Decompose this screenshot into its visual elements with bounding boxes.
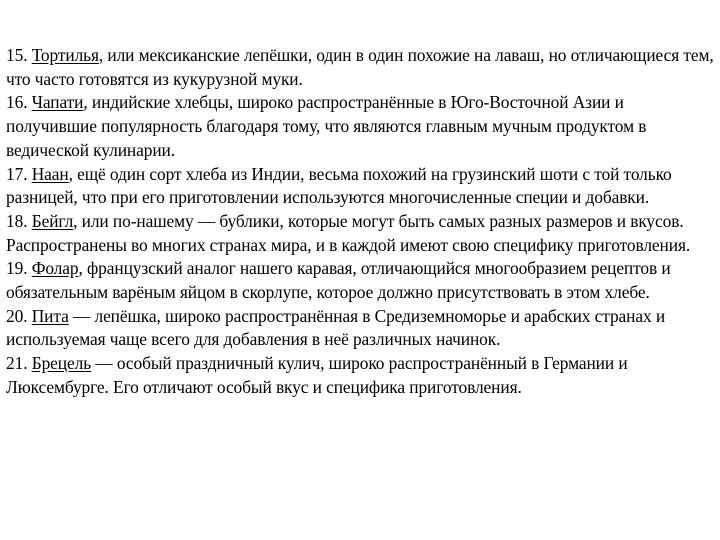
item-term-link[interactable]: Наан (31, 163, 69, 184)
item-term-link[interactable]: Тортилья (31, 45, 99, 65)
item-number: 17. (6, 163, 28, 184)
item-text: , ещё один сорт хлеба из Индии, весьма похожий на грузинский шоти с той только разницей, что при его приготовлении используются многочисленные специи и добавки. (6, 163, 672, 208)
item-term-link[interactable]: Фолар (31, 258, 79, 279)
item-number: 19. (6, 258, 28, 279)
item-term-link[interactable]: Бейгл (31, 210, 74, 231)
list-item-15 (6, 44, 718, 91)
item-text: , или мексиканские лепёшки, один в один похожие на лаваш, но отличающиеся тем, что часто готовятся из кукурузной муки. (6, 45, 714, 89)
item-number: 20. (6, 305, 28, 326)
item-number: 21. (6, 353, 28, 374)
item-text: , французский аналог нашего каравая, отличающийся многообразием рецептов и обязательным варёным яйцом в скорлупе, которое должно присутствовать в этом хлебе. (6, 258, 671, 303)
item-text: — особый праздничный кулич, широко распространённый в Германии и Люксембурге. Его отличают особый вкус и специфика приготовления. (6, 353, 628, 397)
item-term-link[interactable]: Пита (31, 305, 69, 326)
item-number: 16. (6, 92, 28, 113)
list-item-20 (6, 305, 718, 352)
list-item-19 (6, 257, 718, 304)
list-item-17 (6, 163, 718, 210)
item-text: — лепёшка, широко распространённая в Средиземноморье и арабских странах и используемая чаще всего для добавления в неё различных начинок. (6, 305, 666, 350)
list-item-18 (6, 210, 718, 257)
item-number: 18. (6, 210, 28, 231)
bread-list (6, 44, 718, 400)
item-text: , индийские хлебцы, широко распространённые в Юго-Восточной Азии и получившие популярность благодаря тому, что являются главным мучным продуктом в ведической кулинарии. (6, 92, 647, 160)
item-term-link[interactable]: Чапати (31, 92, 84, 113)
list-item-21 (6, 352, 718, 399)
item-term-link[interactable]: Брецель (31, 353, 92, 374)
list-item-16 (6, 91, 718, 162)
item-text: , или по-нашему — бублики, которые могут быть самых разных размеров и вкусов. Распространены во многих странах мира, и в каждой имеют свою специфику приготовления. (6, 210, 691, 255)
item-number: 15. (6, 45, 28, 65)
